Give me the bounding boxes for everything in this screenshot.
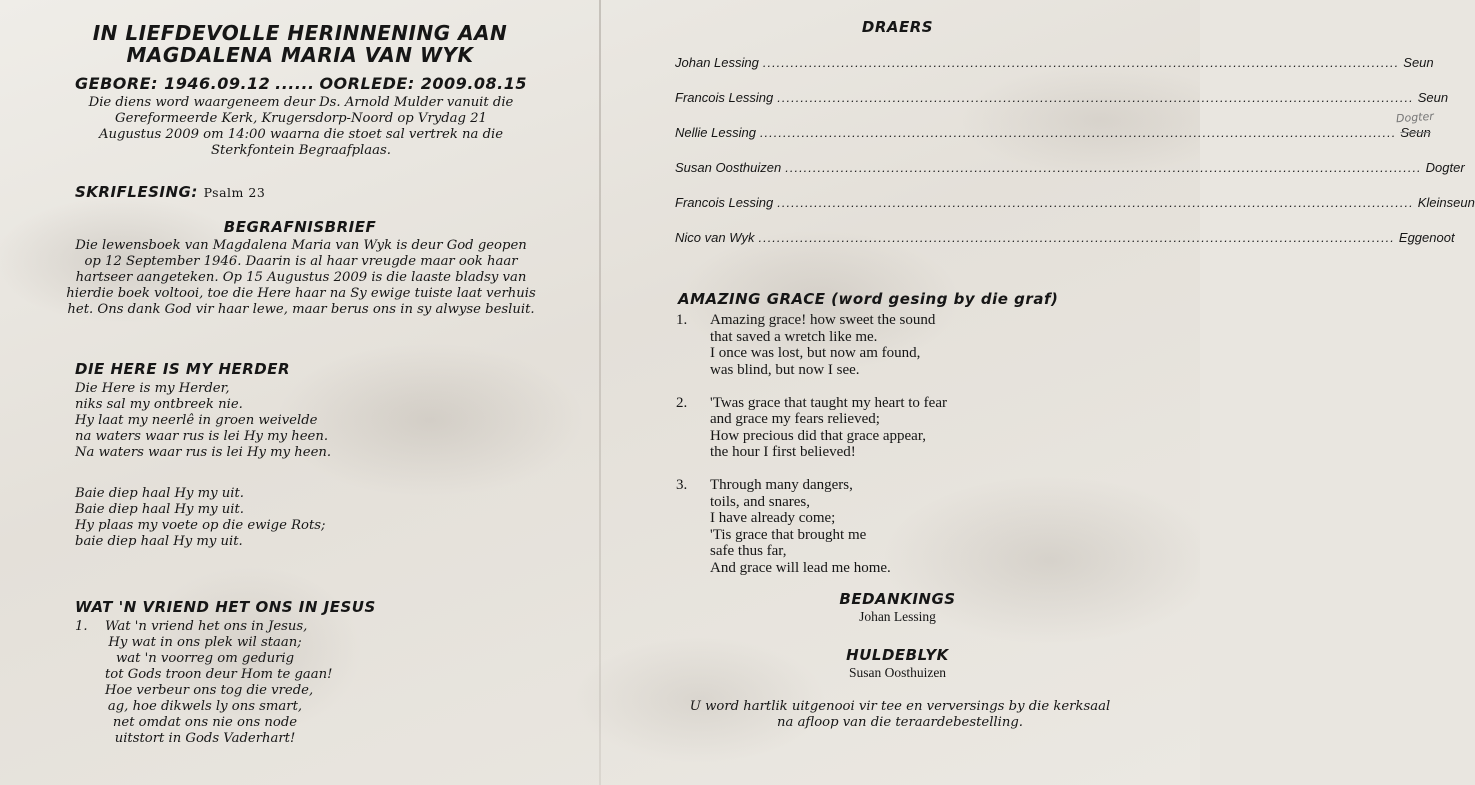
- stanza-line: safe thus far,: [710, 543, 787, 559]
- pallbearer-role-corrected: [1395, 109, 1435, 140]
- verse-line: Hoe verbeur ons tog die vrede,: [105, 683, 314, 698]
- dates-line: [75, 74, 527, 93]
- verse-line: Hy plaas my voete op die ewige Rots;: [75, 518, 326, 533]
- psalm-verse-1: [75, 381, 331, 461]
- stanza-line: Through many dangers,: [710, 477, 853, 493]
- amazing-grace-heading: AMAZING GRACE (word gesing by die graf): [678, 290, 1059, 308]
- pallbearer-name: Nellie Lessing: [675, 125, 756, 140]
- pallbearers-heading: DRAERS: [861, 18, 934, 36]
- verse-line: niks sal my ontbreek nie.: [75, 397, 243, 412]
- leader-dots: ..........................................................................................................................................: [777, 90, 1414, 105]
- leader-dots: ..........................................................................................................................................: [762, 55, 1400, 70]
- stanza-number: 2.: [676, 394, 688, 411]
- verse-line: tot Gods troon deur Hom te gaan!: [105, 667, 333, 682]
- hymn-number: 1.: [75, 619, 88, 634]
- verse-line: Na waters waar rus is lei Hy my heen.: [75, 445, 332, 460]
- stanza-line: 'Twas grace that taught my heart to fear: [710, 394, 947, 411]
- psalm-heading: DIE HERE IS MY HERDER: [75, 360, 291, 378]
- pallbearer-name: Francois Lessing: [675, 195, 774, 210]
- amazing-grace-hymn: [660, 312, 1120, 593]
- tribute-heading: HULDEBLYK: [846, 646, 949, 664]
- pallbearer-role: Seun: [1403, 55, 1434, 70]
- stanza-line: I have already come;: [710, 510, 836, 526]
- leader-dots: ..........................................................................................................................................: [758, 230, 1395, 245]
- pallbearer-row: [675, 109, 1435, 160]
- pallbearer-name: Francois Lessing: [675, 90, 774, 105]
- stanza-line: How precious did that grace appear,: [710, 427, 926, 444]
- hymn-heading: WAT 'N VRIEND HET ONS IN JESUS: [75, 598, 376, 616]
- pallbearer-role: Seun: [1400, 125, 1431, 140]
- title-line-2: MAGDALENA MARIA VAN WYK: [126, 43, 474, 67]
- verse-line: Die Here is my Herder,: [75, 381, 230, 396]
- thanks-name: Johan Lessing: [859, 609, 936, 624]
- verse-line: net omdat ons nie ons node: [112, 715, 298, 730]
- pallbearer-role: Dogter: [1425, 160, 1465, 175]
- stanza-line: 'Tis grace that brought me: [710, 526, 867, 543]
- date-separator: ......: [275, 74, 315, 93]
- verse-line: wat 'n voorreg om gedurig: [115, 651, 295, 666]
- verse-line: Baie diep haal Hy my uit.: [75, 486, 244, 501]
- stanza-number: 1.: [676, 312, 688, 328]
- stanza-number: 3.: [676, 477, 688, 493]
- pallbearer-name: Johan Lessing: [675, 55, 759, 70]
- verse-line: uitstort in Gods Vaderhart!: [114, 731, 296, 746]
- pallbearer-row: [675, 230, 1455, 265]
- stanza-line: and grace my fears relieved;: [710, 411, 880, 427]
- verse-line: na waters waar rus is lei Hy my heen.: [75, 429, 329, 444]
- hymn-stanza: [660, 312, 1120, 378]
- pallbearer-role: Eggenoot: [1398, 230, 1455, 245]
- verse-line: Wat 'n vriend het ons in Jesus,: [105, 619, 308, 634]
- pallbearer-role: Seun: [1417, 90, 1449, 105]
- psalm-verse-2: [75, 486, 325, 550]
- page-fold: [599, 0, 601, 785]
- verse-line: Hy laat my neerlê in groen weivelde: [75, 413, 318, 428]
- verse-line: Hy wat in ons plek wil staan;: [108, 635, 302, 650]
- pallbearer-row: [675, 55, 1434, 90]
- verse-line: Baie diep haal Hy my uit.: [75, 502, 244, 517]
- leader-dots: ..........................................................................................................................................: [785, 160, 1422, 175]
- pallbearer-role: Kleinseun: [1417, 195, 1475, 210]
- title-line-1: IN LIEFDEVOLLE HERINNENING AAN: [92, 21, 508, 45]
- pallbearer-name: Nico van Wyk: [675, 230, 755, 245]
- verse-line: baie diep haal Hy my uit.: [75, 534, 243, 549]
- funeral-letter-text: Die lewensboek van Magdalena Maria van Wyk is deur God geopen op 12 September 1946. Daarin is al haar vreugde maar ook haar hartseer aangeteken. Op 15 Augustus 2009 is die laaste bladsy van hierdie boek voltooi, toe die Here haar na Sy ewige tuiste laat verhuis het. Ons dank God vir haar lewe, maar berus ons in sy alwyse besluit.: [66, 238, 536, 317]
- pallbearers-list: [675, 55, 1475, 265]
- scripture-label: SKRIFLESING:: [75, 183, 198, 201]
- stanza-line: I once was lost, but now am found,: [710, 345, 921, 361]
- stanza-line: toils, and snares,: [710, 493, 810, 510]
- stanza-line: And grace will lead me home.: [710, 559, 891, 576]
- service-details: Die diens word waargeneem deur Ds. Arnold Mulder vanuit die Gereformeerde Kerk, Krugersdorp-Noord op Vrydag 21 Augustus 2009 om 14:00 waarna die stoet sal vertrek na die Sterkfontein Begraafplaas.: [88, 95, 514, 158]
- hymn-stanza: [660, 395, 1120, 461]
- handwritten-correction: Dogter: [1395, 109, 1435, 126]
- funeral-letter-heading: BEGRAFNISBRIEF: [223, 218, 377, 236]
- scripture-value: Psalm 23: [203, 185, 266, 200]
- stanza-line: Amazing grace! how sweet the sound: [710, 312, 936, 328]
- pallbearer-row: [675, 160, 1465, 195]
- leader-dots: ..........................................................................................................................................: [777, 195, 1414, 210]
- scripture-line: [75, 183, 265, 201]
- stanza-line: that saved a wretch like me.: [710, 328, 878, 345]
- verse-line: ag, hoe dikwels ly ons smart,: [107, 699, 303, 714]
- thanks-heading: BEDANKINGS: [839, 590, 956, 608]
- pallbearer-name: Susan Oosthuizen: [675, 160, 782, 175]
- pallbearer-row: [675, 195, 1475, 230]
- leader-dots: ..........................................................................................................................................: [759, 125, 1397, 140]
- hymn-verse: [105, 619, 333, 747]
- stanza-line: was blind, but now I see.: [710, 361, 860, 378]
- invitation-text: U word hartlik uitgenooi vir tee en verversings by die kerksaal na afloop van die teraardebestelling.: [689, 699, 1111, 730]
- died-date: OORLEDE: 2009.08.15: [319, 74, 527, 93]
- born-date: GEBORE: 1946.09.12: [75, 74, 271, 93]
- tribute-name: Susan Oosthuizen: [848, 665, 947, 680]
- hymn-stanza: [660, 477, 1120, 576]
- stanza-line: the hour I first believed!: [710, 444, 856, 460]
